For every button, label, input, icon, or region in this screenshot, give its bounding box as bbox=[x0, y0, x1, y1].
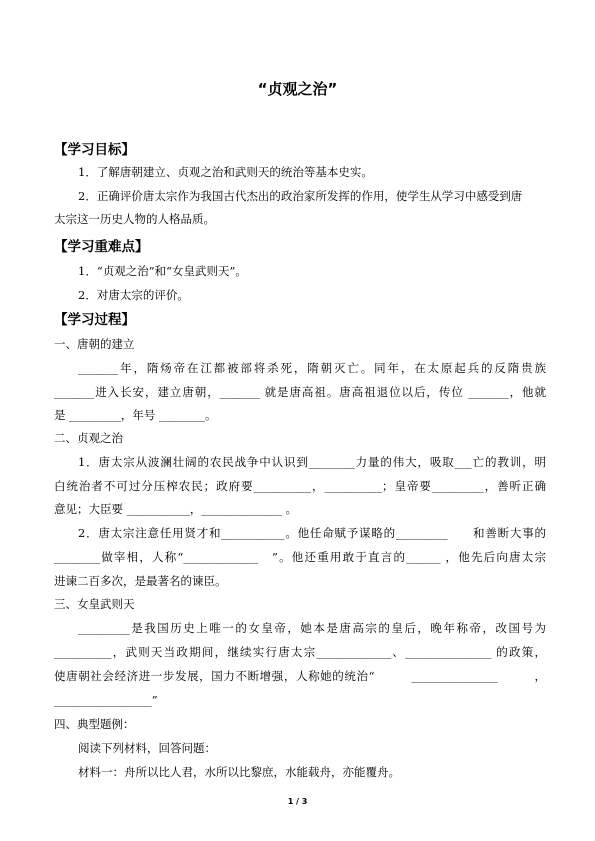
process-subheading-4: 四、典型题例： bbox=[54, 717, 135, 731]
process-line: 1．唐太宗从波澜壮阔的农民战争中认识到________力量的伟大，吸取___亡的教训，明 bbox=[78, 455, 546, 469]
process-subheading-2: 二、贞观之治 bbox=[54, 431, 123, 445]
key-point-item-1: 1．“贞观之治”和“女皇武则天”。 bbox=[78, 264, 247, 278]
process-line: _________________” bbox=[54, 693, 158, 707]
section-heading-goals: 【学习目标】 bbox=[54, 142, 135, 158]
section-heading-key-points: 【学习重难点】 bbox=[54, 239, 149, 255]
key-point-item-2: 2．对唐太宗的评价。 bbox=[78, 288, 189, 302]
process-line: 材料一：舟所以比人君，水所以比黎庶，水能载舟，亦能覆舟。 bbox=[78, 765, 400, 779]
process-line: _______进入长安，建立唐朝，_______ 就是唐高祖。唐高祖退位以后，传位 _______，他就 bbox=[54, 385, 546, 399]
process-line: 阅读下列材料，回答问题： bbox=[78, 741, 216, 755]
process-subheading-3: 三、女皇武则天 bbox=[54, 597, 135, 611]
goal-item-2-cont: 太宗这一历史人物的人格品质。 bbox=[54, 212, 215, 226]
process-line: 白统治者不可过分压榨农民；政府要__________，__________；皇帝要_________，善听正确 bbox=[54, 479, 546, 493]
process-line: 使唐朝社会经济进一步发展，国力不断增强，人称她的统治“ _______________ ， bbox=[54, 669, 546, 683]
process-subheading-1: 一、唐朝的建立 bbox=[54, 337, 135, 351]
goal-item-2: 2．正确评价唐太宗作为我国古代杰出的政治家所发挥的作用，使学生从学习中感受到唐 bbox=[78, 189, 523, 203]
goal-item-1: 1．了解唐朝建立、贞观之治和武则天的统治等基本史实。 bbox=[78, 165, 373, 179]
process-line: __________，武则天当政期间，继续实行唐太宗_____________、_______________ 的政策， bbox=[54, 645, 546, 659]
process-line: 意见；大臣要 ___________，______________ 。 bbox=[54, 502, 298, 516]
page-number: 1 / 3 bbox=[287, 797, 308, 806]
process-line: _______年，隋炀帝在江都被部将杀死，隋朝灭亡。同年，在太原起兵的反隋贵族 bbox=[78, 361, 546, 375]
section-heading-process: 【学习过程】 bbox=[54, 312, 135, 328]
process-line: 进谏二百多次，是最著名的谏臣。 bbox=[54, 574, 227, 588]
process-line: _________是我国历史上唯一的女皇帝，她本是唐高宗的皇后，晚年称帝，改国号为 bbox=[78, 621, 546, 635]
page-title: “贞观之治” bbox=[257, 80, 338, 98]
process-line: ________做宰相，人称“_____________ ”。他还重用敢于直言的______ ，他先后向唐太宗 bbox=[54, 550, 546, 564]
process-line: 2．唐太宗注意任用贤才和___________。他任命赋予谋略的_________ 和善断大事的 bbox=[78, 526, 546, 540]
process-line: 是 _________，年号 ________。 bbox=[54, 408, 217, 422]
